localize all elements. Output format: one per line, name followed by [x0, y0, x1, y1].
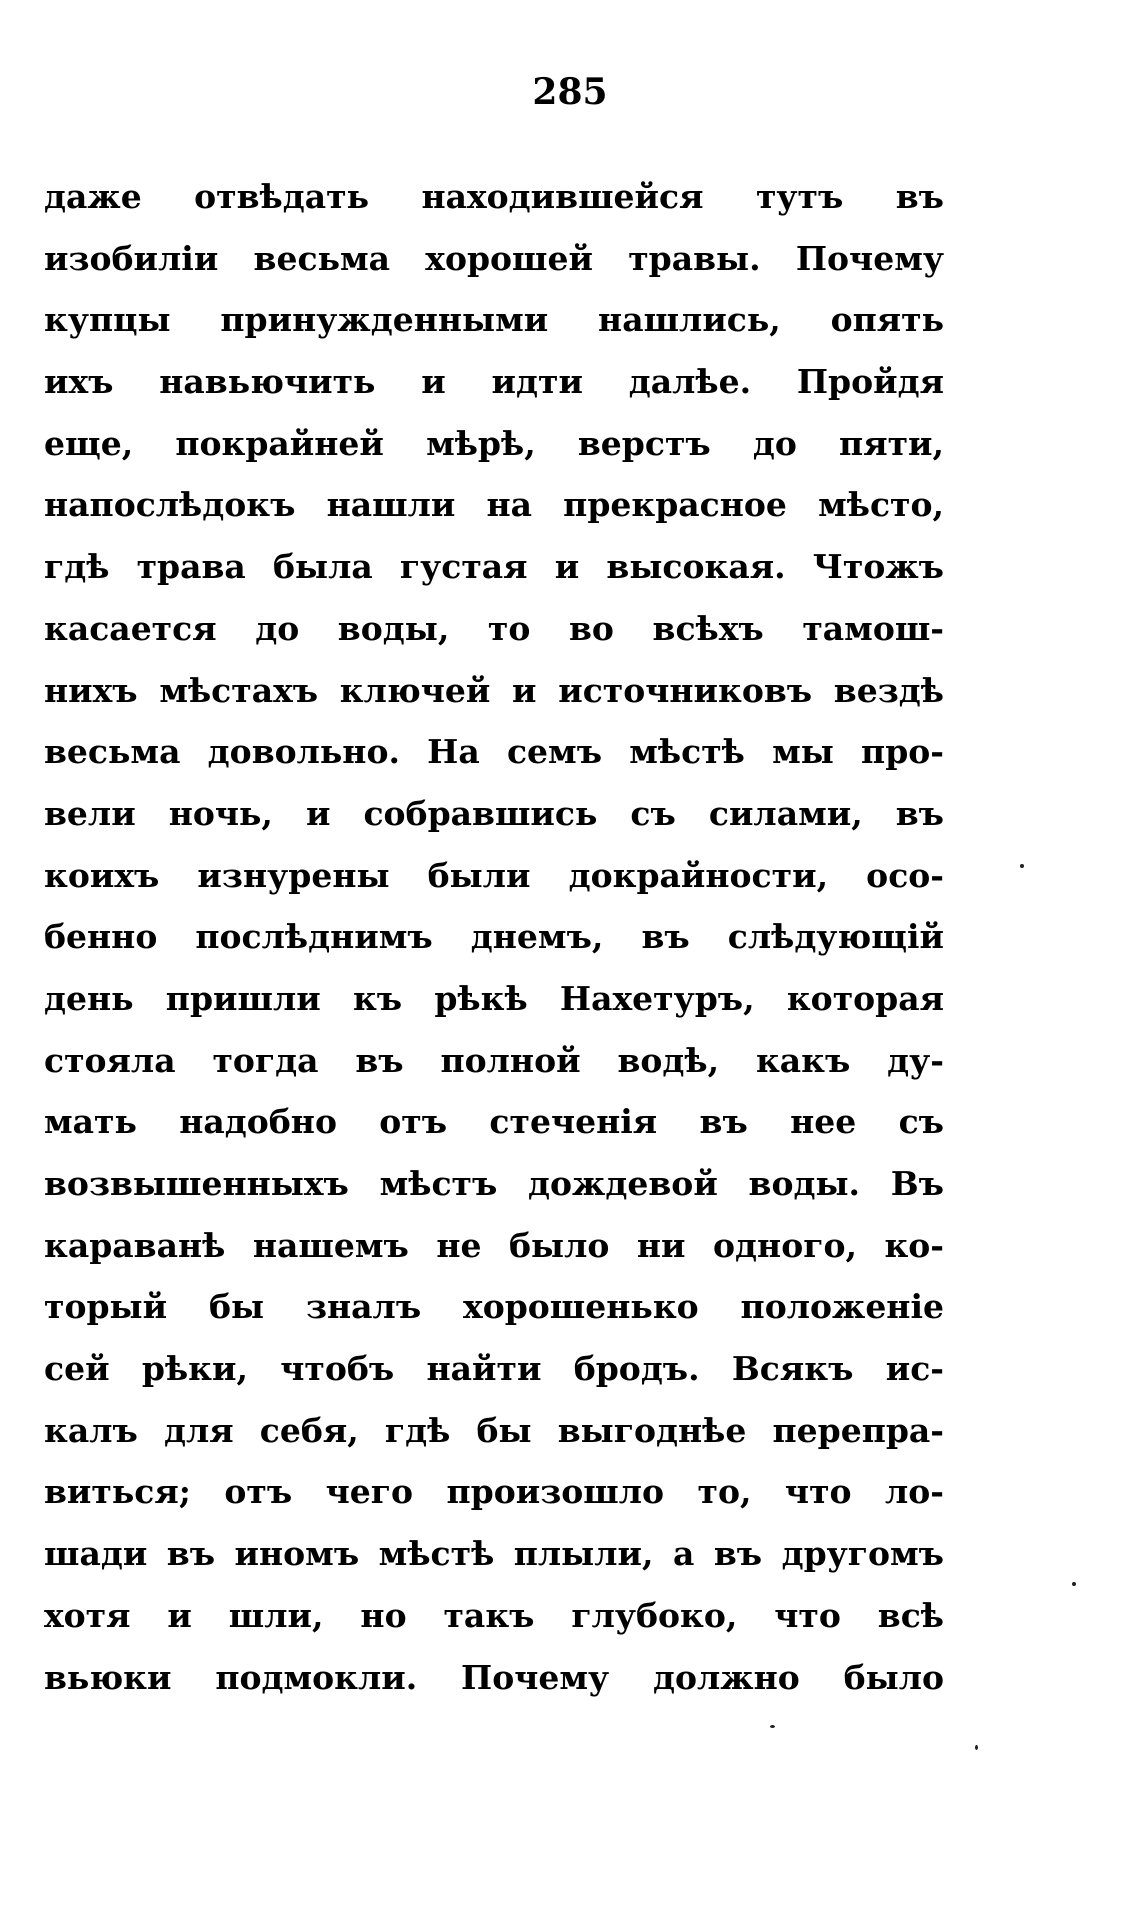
print-speck — [770, 1725, 775, 1728]
print-speck — [1020, 864, 1024, 868]
text-line: еще, покрайней мѣрѣ, верстъ до пяти, — [44, 423, 944, 463]
text-line: караванѣ нашемъ не было ни одного, ко- — [44, 1225, 944, 1265]
print-speck — [1072, 1582, 1076, 1586]
text-line: мать надобно отъ стеченія въ нее съ — [44, 1102, 944, 1142]
text-line: изобиліи весьма хорошей травы. Почему — [44, 238, 944, 278]
text-line: вьюки подмокли. Почему должно было — [44, 1657, 944, 1697]
text-line: бенно послѣднимъ днемъ, въ слѣдующій — [44, 917, 944, 957]
body-text — [44, 166, 944, 1708]
text-line: даже отвѣдать находившейся тутъ въ — [44, 177, 944, 216]
text-line: шади въ иномъ мѣстѣ плыли, а въ другомъ — [44, 1534, 944, 1574]
text-line: вели ночь, и собравшись съ силами, въ — [44, 793, 944, 833]
text-line: гдѣ трава была густая и высокая. Чтожъ — [44, 547, 944, 587]
text-line: возвышенныхъ мѣстъ дождевой воды. Въ — [44, 1164, 944, 1203]
text-line: калъ для себя, гдѣ бы выгоднѣе перепра- — [44, 1410, 944, 1450]
text-line: коихъ изнурены были докрайности, осо- — [44, 855, 944, 895]
text-line: сей рѣки, чтобъ найти бродъ. Всякъ ис- — [44, 1349, 944, 1389]
text-line: весьма довольно. На семъ мѣстѣ мы про- — [44, 732, 944, 772]
text-line: день пришли къ рѣкѣ Нахетуръ, которая — [44, 978, 944, 1018]
print-speck — [975, 1745, 978, 1750]
text-line: нихъ мѣстахъ ключей и источниковъ вездѣ — [44, 670, 944, 710]
text-line: купцы принужденными нашлись, опять — [44, 300, 944, 340]
text-line: стояла тогда въ полной водѣ, какъ ду- — [44, 1040, 944, 1080]
text-line: касается до воды, то во всѣхъ тамош- — [44, 608, 944, 648]
text-line: хотя и шли, но такъ глубоко, что всѣ — [44, 1595, 944, 1635]
text-line: ихъ навьючить и идти далѣе. Пройдя — [44, 362, 944, 402]
page-number: 285 — [532, 71, 608, 113]
text-line: напослѣдокъ нашли на прекрасное мѣсто, — [44, 485, 944, 525]
text-line: виться; отъ чего произошло то, что ло- — [44, 1472, 944, 1512]
text-line: торый бы зналъ хорошенько положеніе — [44, 1287, 944, 1327]
